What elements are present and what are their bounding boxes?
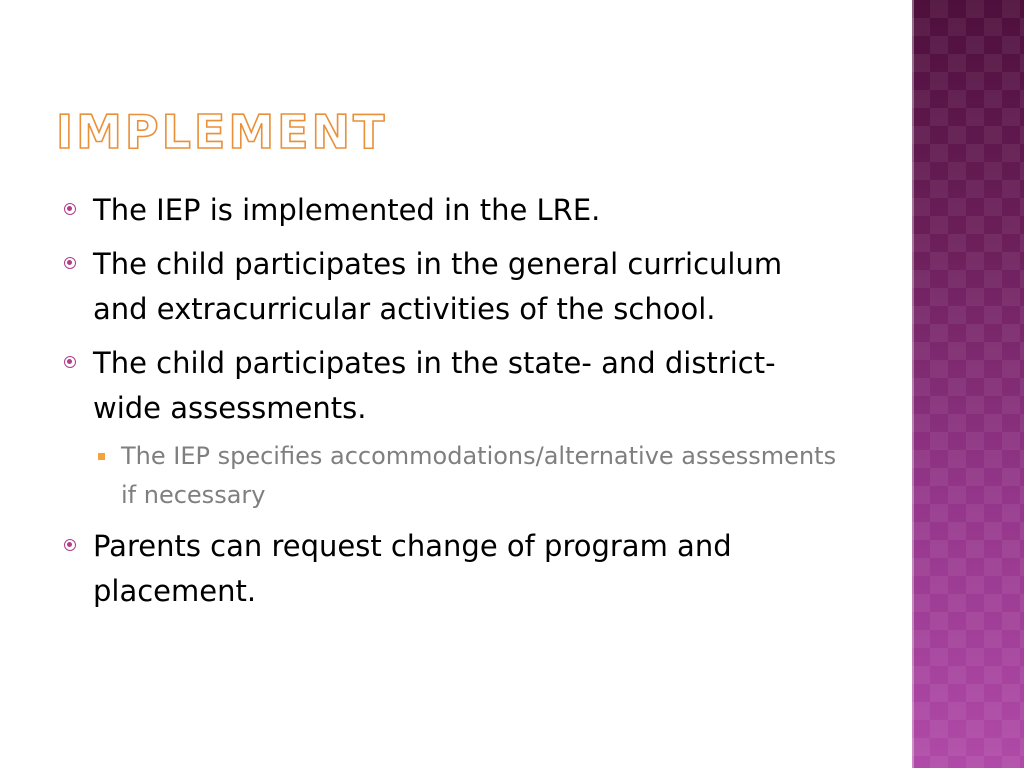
- circle-bullet-icon: [64, 203, 76, 215]
- sub-bullet-list: [93, 437, 842, 515]
- sub-bullet-text: The IEP specifies accommodations/alternative assessments if necessary: [121, 442, 837, 509]
- bullet-text: The IEP is implemented in the LRE.: [93, 193, 601, 227]
- slide-title: IMPLEMENT: [56, 105, 388, 159]
- bullet-text: The child participates in the general curriculum and extracurricular activities of the school.: [93, 247, 783, 326]
- bullet-text: Parents can request change of program and placement.: [93, 529, 732, 608]
- bullet-list: [62, 188, 842, 623]
- sub-bullet-item: [93, 437, 842, 515]
- circle-bullet-icon: [64, 356, 76, 368]
- circle-bullet-icon: [64, 539, 76, 551]
- square-bullet-icon: [98, 453, 105, 460]
- bullet-text: The child participates in the state- and district-wide assessments.: [93, 346, 776, 425]
- bullet-item: [62, 341, 842, 515]
- circle-bullet-icon: [64, 257, 76, 269]
- bullet-item: [62, 242, 842, 332]
- bullet-item: [62, 524, 842, 614]
- bullet-item: [62, 188, 842, 233]
- decorative-side-band: [912, 0, 1024, 768]
